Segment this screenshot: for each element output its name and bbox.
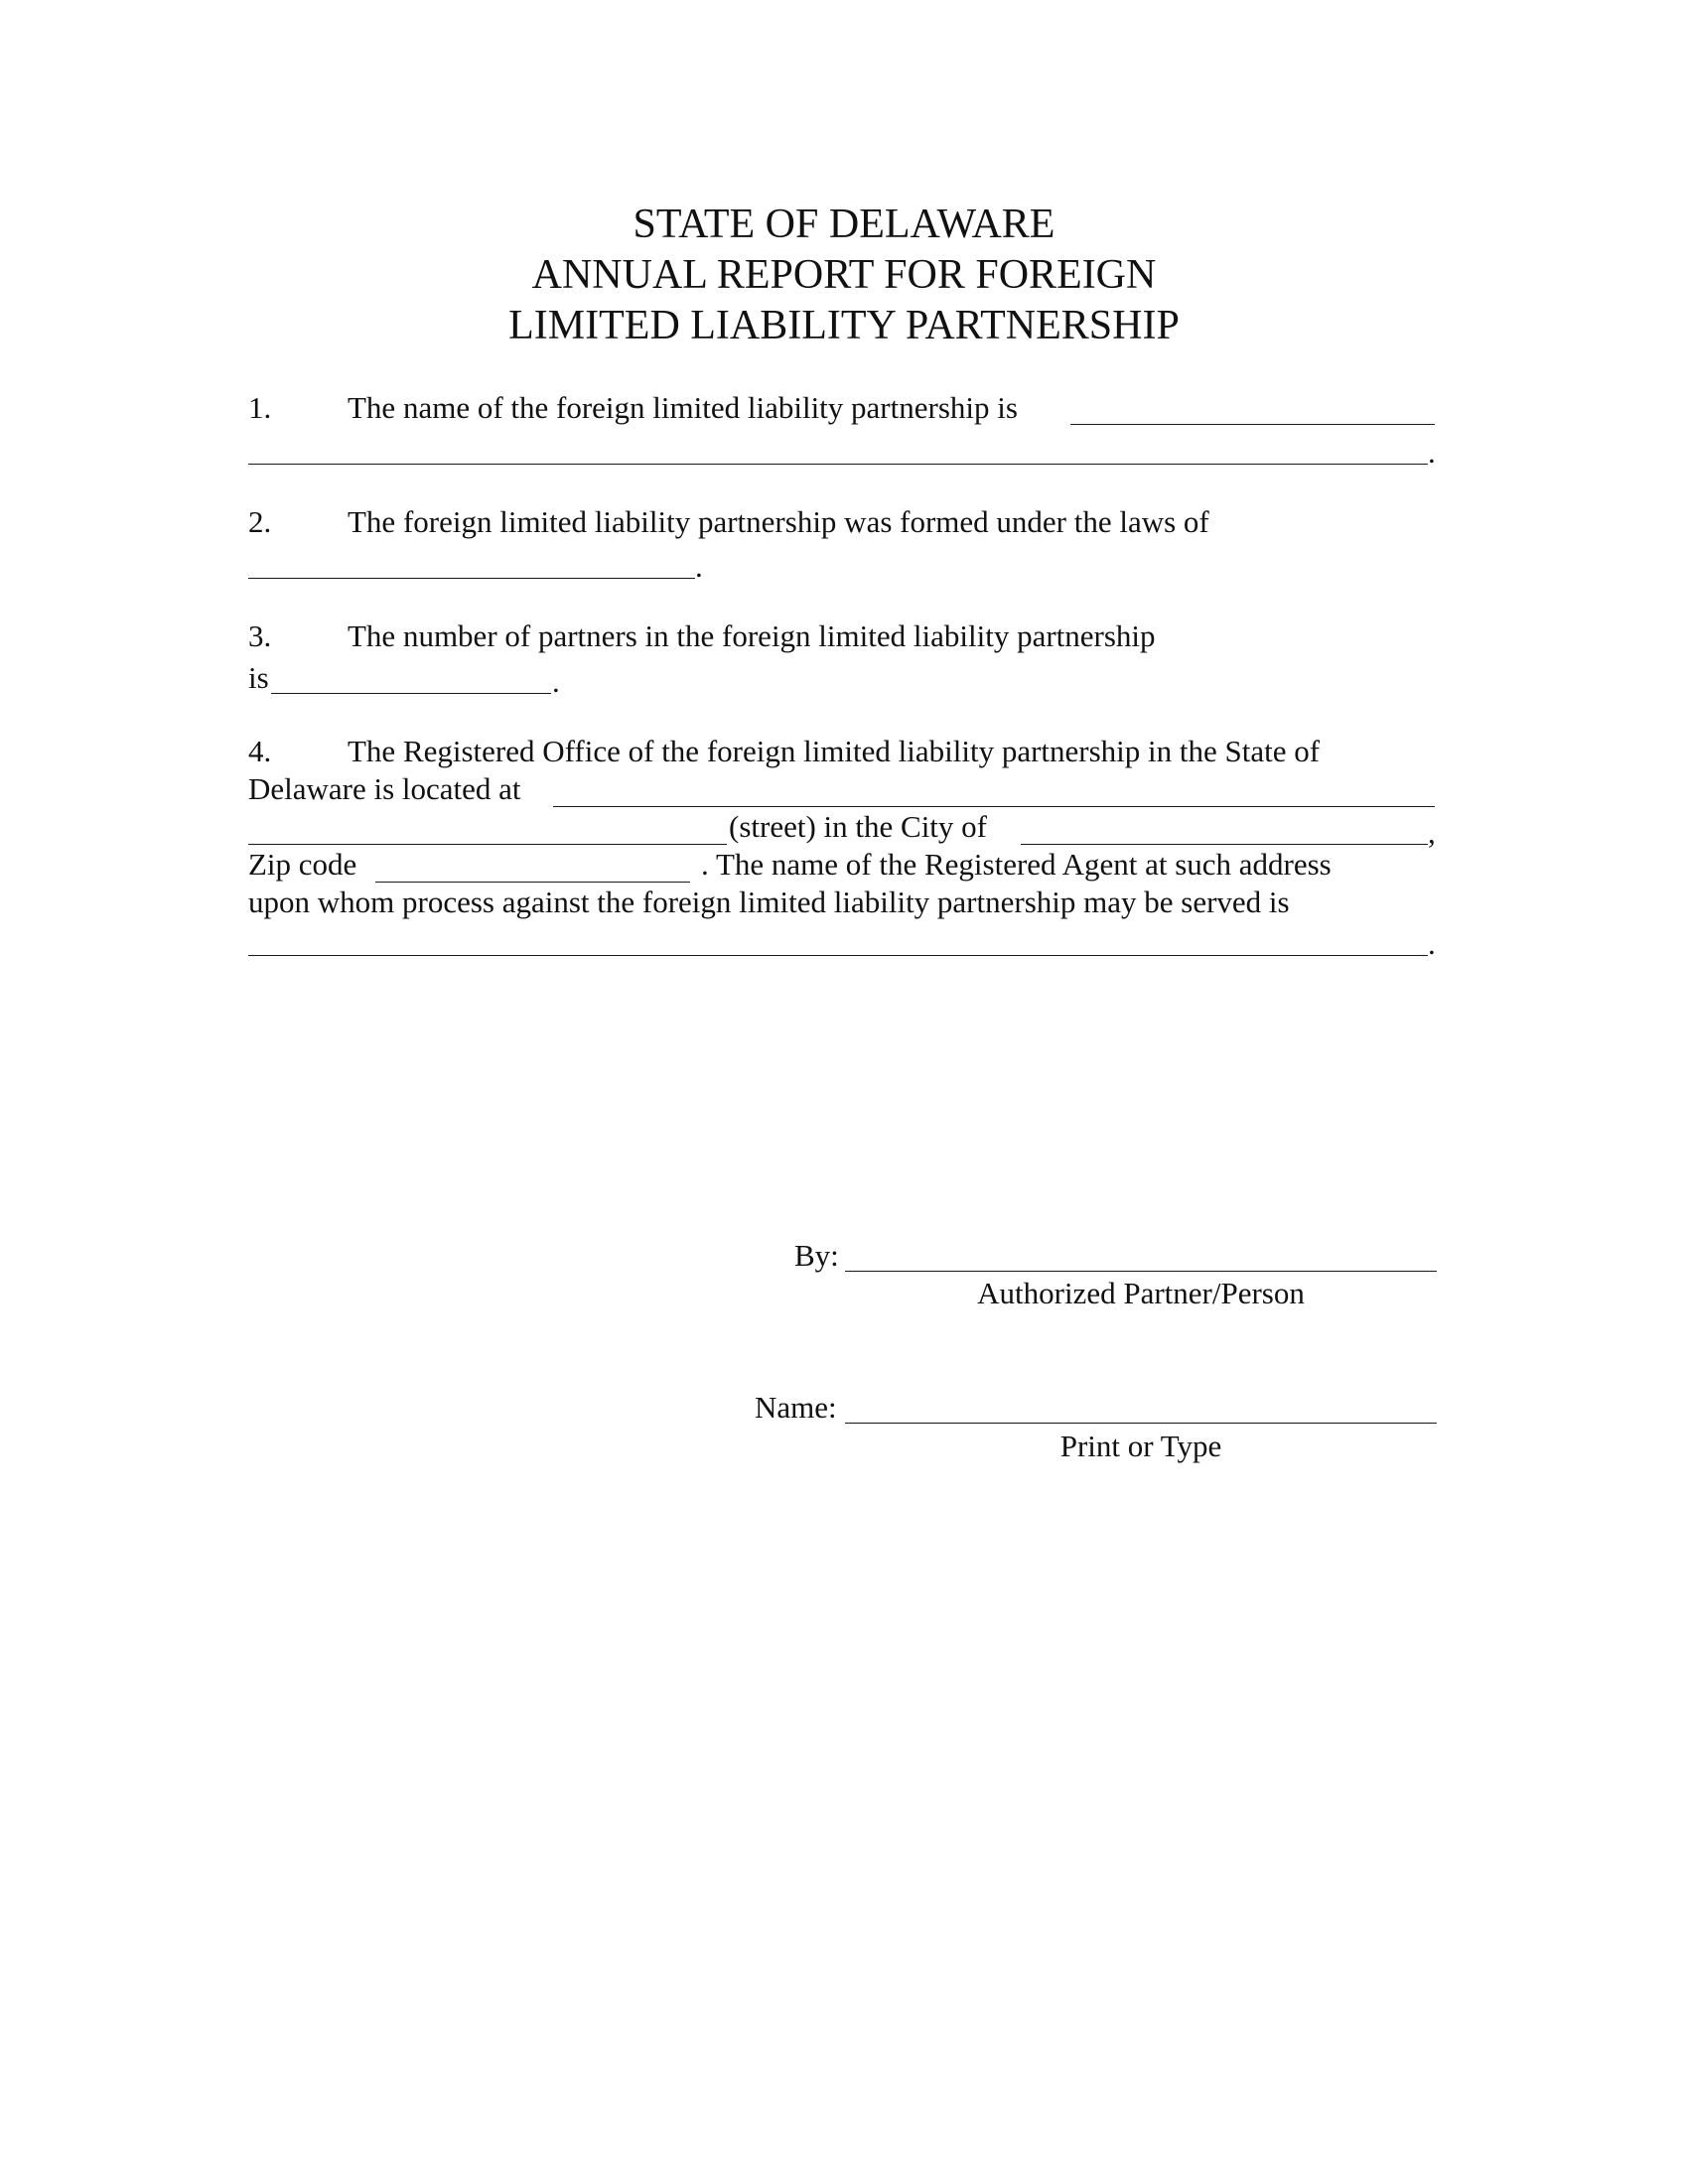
agent-text-line-2: upon whom process against the foreign limited liability partnership may be served is	[248, 885, 1290, 919]
title-line-3: LIMITED LIABILITY PARTNERSHIP	[508, 303, 1180, 348]
signature-blank[interactable]	[845, 1271, 1437, 1272]
agent-text: . The name of the Registered Agent at such address	[701, 847, 1332, 882]
printed-name-blank[interactable]	[845, 1423, 1437, 1424]
item-3-text: The number of partners in the foreign limited liability partnership	[348, 618, 1156, 653]
item-2-number: 2.	[248, 504, 272, 539]
item-1-text: The name of the foreign limited liability partnership is	[348, 390, 1018, 425]
partnership-name-blank[interactable]	[1070, 424, 1435, 425]
partnership-name-blank-line-2[interactable]	[248, 464, 1428, 465]
city-blank[interactable]	[1021, 844, 1428, 845]
item-2-end-punct: .	[695, 549, 703, 584]
item-2-text: The foreign limited liability partnership was formed under the laws of	[348, 504, 1209, 539]
formation-laws-blank[interactable]	[248, 578, 695, 579]
signature-caption: Authorized Partner/Person	[977, 1276, 1305, 1310]
printed-name-caption: Print or Type	[1059, 1429, 1222, 1463]
partner-count-blank[interactable]	[271, 693, 551, 694]
item-3-text-line-2: is	[248, 660, 269, 695]
name-label: Name:	[755, 1390, 837, 1425]
title-line-1: STATE OF DELAWARE	[633, 202, 1055, 247]
item-4-number: 4.	[248, 734, 272, 768]
title-line-2: ANNUAL REPORT FOR FOREIGN	[531, 252, 1157, 298]
street-blank[interactable]	[248, 844, 727, 845]
by-label: By:	[794, 1238, 839, 1273]
item-3-end-punct: .	[552, 664, 560, 699]
city-comma: ,	[1428, 815, 1436, 850]
item-4-end-punct: .	[1428, 926, 1436, 961]
item-1-number: 1.	[248, 390, 272, 425]
zip-label: Zip code	[248, 847, 357, 882]
street-label: (street) in the City of	[729, 809, 987, 844]
registered-agent-blank[interactable]	[248, 955, 1428, 956]
item-3-number: 3.	[248, 618, 272, 653]
registered-office-address-blank[interactable]	[553, 806, 1435, 807]
item-4-text: The Registered Office of the foreign limited liability partnership in the State of	[348, 734, 1321, 768]
item-1-end-punct: .	[1428, 435, 1436, 470]
item-4-text-line-2: Delaware is located at	[248, 771, 521, 806]
zip-code-blank[interactable]	[375, 882, 690, 883]
